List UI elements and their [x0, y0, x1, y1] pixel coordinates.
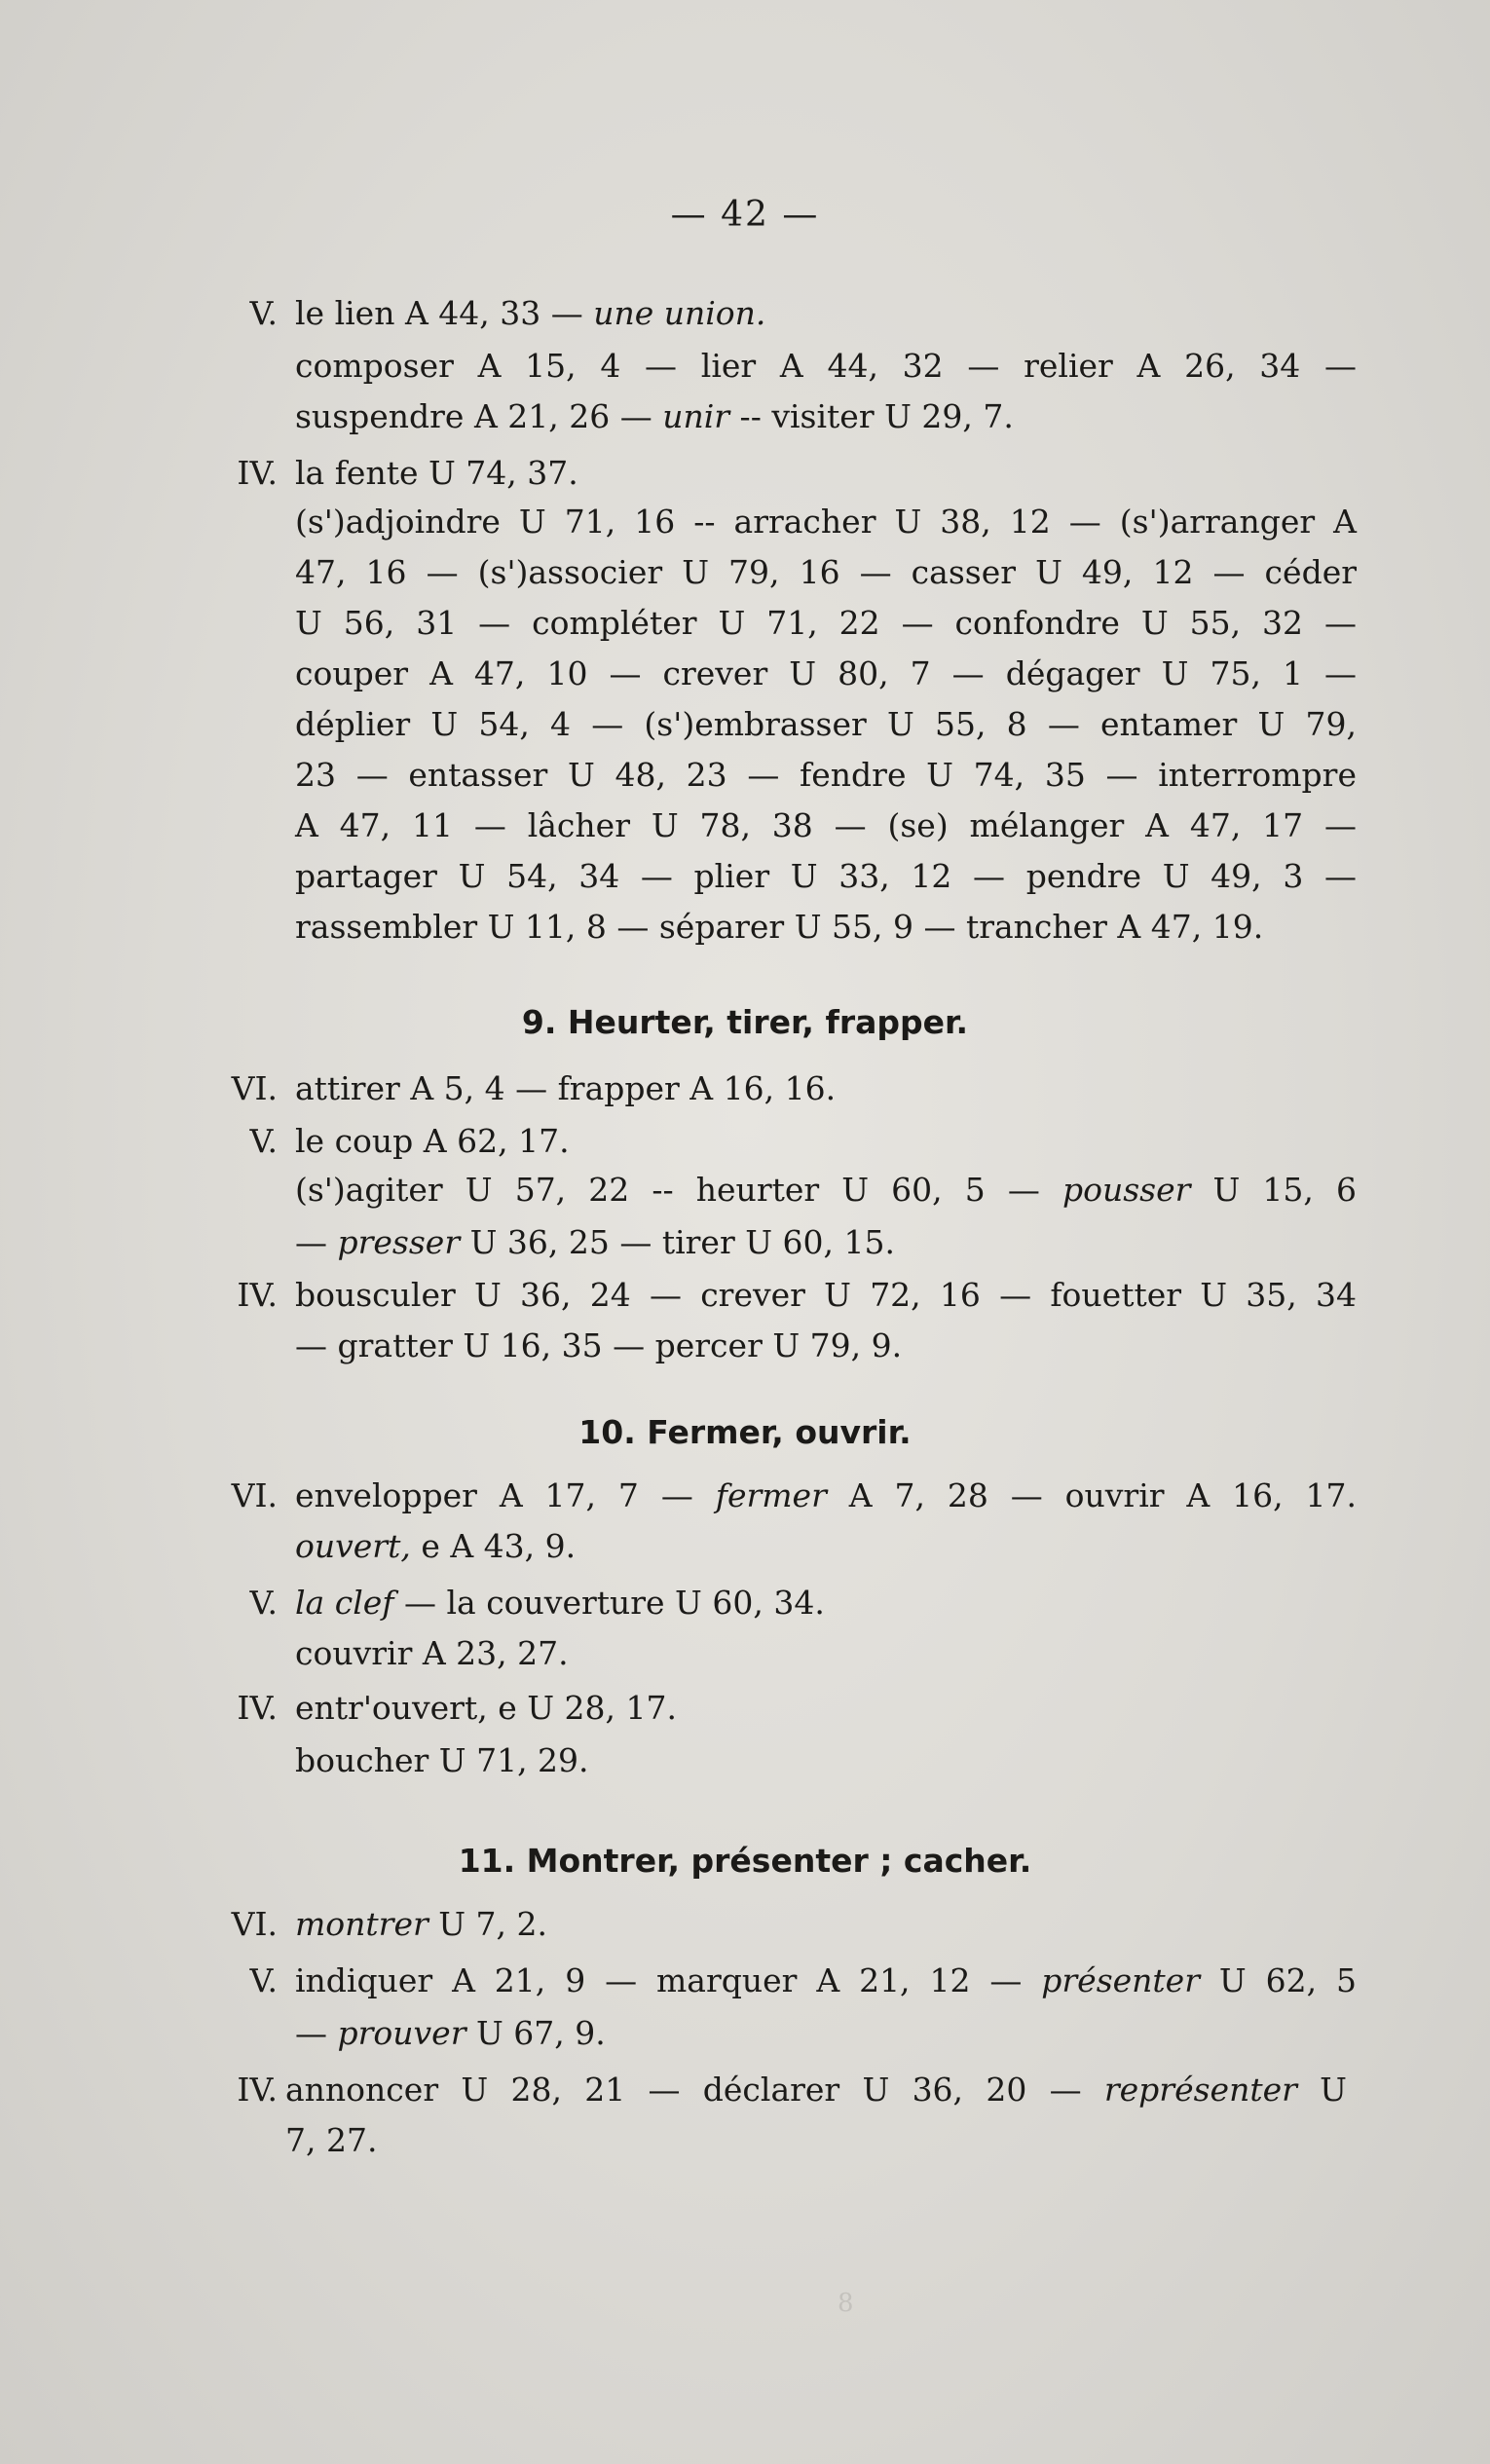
italic-word: présenter [1041, 1961, 1200, 1999]
line-text [295, 750, 1357, 801]
text-run: (s')agiter U 57, 22 -- heurter U 60, 5 — [295, 1171, 1062, 1209]
text-run: (s')adjoindre U 71, 16 -- arracher U 38, 12 — (s')arranger A [295, 503, 1357, 541]
text-run: entr'ouvert, e U 28, 17. [295, 1689, 677, 1727]
line-text [295, 1899, 1357, 1950]
text-line [0, 1736, 1490, 1786]
line-text [295, 497, 1357, 547]
text-line [0, 2008, 1490, 2059]
text-run: la fente U 74, 37. [295, 454, 578, 492]
line-text [295, 1471, 1357, 1521]
italic-word: presser [337, 1223, 461, 1261]
line-text [295, 851, 1357, 902]
text-line [0, 341, 1490, 392]
page-number: — 42 — [670, 195, 820, 235]
line-text [295, 2008, 1357, 2059]
text-line [0, 1471, 1490, 1521]
line-text [295, 902, 1357, 952]
italic-word: pousser [1062, 1171, 1191, 1209]
line-text [295, 1321, 1357, 1371]
italic-word: représenter [1103, 2071, 1297, 2109]
text-run: U 7, 2. [428, 1905, 548, 1943]
line-text [295, 547, 1357, 598]
level-marker: VI. [231, 1905, 278, 1943]
text-line [0, 902, 1490, 952]
text-line [0, 392, 1490, 442]
level-marker: IV. [237, 1689, 278, 1727]
level-marker: V. [249, 1961, 278, 1999]
text-run: couper A 47, 10 — crever U 80, 7 — dégager U 75, 1 — [295, 654, 1357, 692]
text-run: annoncer U 28, 21 — déclarer U 36, 20 — [285, 2071, 1104, 2109]
text-run: déplier U 54, 4 — (s')embrasser U 55, 8 — entamer U 79, [295, 705, 1357, 743]
text-line [0, 1628, 1490, 1679]
text-line [0, 1578, 1490, 1628]
line-text [295, 288, 1357, 339]
italic-word: montrer [295, 1905, 428, 1943]
line-text [295, 1736, 1357, 1786]
text-run: e A 43, 9. [410, 1527, 577, 1565]
text-line [0, 649, 1490, 699]
text-run: -- visiter U 29, 7. [729, 397, 1014, 435]
text-line [0, 1321, 1490, 1371]
line-text [295, 1165, 1357, 1215]
text-line [0, 750, 1490, 801]
line-text [295, 1578, 1357, 1628]
italic-word: prouver [337, 2014, 466, 2052]
level-marker: IV. [237, 2071, 278, 2109]
italic-word: ouvert, [295, 1527, 411, 1565]
line-text [295, 649, 1357, 699]
text-run: boucher U 71, 29. [295, 1741, 589, 1779]
line-text [295, 1217, 1357, 1268]
text-line [0, 288, 1490, 339]
text-line [0, 1064, 1490, 1114]
text-line [0, 1165, 1490, 1215]
line-text [295, 801, 1357, 851]
line-text [295, 1683, 1357, 1734]
text-line [0, 801, 1490, 851]
text-run: envelopper A 17, 7 — [295, 1476, 716, 1514]
text-line [0, 598, 1490, 649]
text-line [0, 448, 1490, 499]
text-run: U [1296, 2071, 1347, 2109]
level-marker: IV. [237, 454, 278, 492]
text-run: indiquer A 21, 9 — marquer A 21, 12 — [295, 1961, 1042, 1999]
italic-word: la clef [295, 1584, 394, 1622]
text-run: rassembler U 11, 8 — séparer U 55, 9 — trancher A 47, 19. [295, 908, 1264, 946]
text-line [0, 497, 1490, 547]
text-line [0, 1116, 1490, 1167]
line-text [295, 1116, 1357, 1167]
line-text [295, 1270, 1357, 1321]
text-line [0, 2065, 1490, 2115]
line-text [295, 341, 1357, 392]
text-run: 7, 27. [285, 2121, 378, 2159]
text-run: attirer A 5, 4 — frapper A 16, 16. [295, 1069, 837, 1107]
italic-word: unir [662, 397, 730, 435]
text-run: U 67, 9. [466, 2014, 606, 2052]
text-run: — [295, 1223, 338, 1261]
line-text [295, 392, 1357, 442]
text-run: U 56, 31 — compléter U 71, 22 — confondre U 55, 32 — [295, 604, 1357, 642]
text-run: A 47, 11 — lâcher U 78, 38 — (se) mélanger A 47, 17 — [295, 806, 1357, 844]
text-line [0, 851, 1490, 902]
line-text [295, 699, 1357, 750]
section-heading: 10. Fermer, ouvrir. [578, 1413, 912, 1451]
text-run: — gratter U 16, 35 — percer U 79, 9. [295, 1326, 903, 1364]
italic-word: une union. [593, 294, 766, 332]
line-text [295, 1628, 1357, 1679]
level-marker: VI. [231, 1476, 278, 1514]
text-line [0, 1270, 1490, 1321]
italic-word: fermer [715, 1476, 827, 1514]
text-run: bousculer U 36, 24 — crever U 72, 16 — fouetter U 35, 34 [295, 1276, 1357, 1314]
level-marker: V. [249, 1122, 278, 1160]
text-run: le coup A 62, 17. [295, 1122, 570, 1160]
level-marker: IV. [237, 1276, 278, 1314]
bleed-through-mark: 8 [838, 2289, 854, 2318]
section-heading: 9. Heurter, tirer, frapper. [521, 1003, 969, 1041]
text-run: partager U 54, 34 — plier U 33, 12 — pendre U 49, 3 — [295, 857, 1357, 895]
text-line [0, 547, 1490, 598]
line-text [285, 2065, 1347, 2115]
text-run: U 36, 25 — tirer U 60, 15. [460, 1223, 895, 1261]
text-line [0, 1521, 1490, 1572]
line-text [295, 1956, 1357, 2006]
text-run: suspendre A 21, 26 — [295, 397, 663, 435]
text-line [0, 699, 1490, 750]
line-text [285, 2115, 1347, 2166]
level-marker: VI. [231, 1069, 278, 1107]
text-line [0, 2115, 1490, 2166]
line-text [295, 598, 1357, 649]
line-text [295, 1521, 1357, 1572]
line-text [295, 448, 1357, 499]
text-line [0, 1899, 1490, 1950]
text-run: A 7, 28 — ouvrir A 16, 17. [826, 1476, 1358, 1514]
text-line [0, 1217, 1490, 1268]
text-run: — [295, 2014, 338, 2052]
text-run: U 15, 6 [1190, 1171, 1357, 1209]
text-run: — la couverture U 60, 34. [393, 1584, 825, 1622]
text-line [0, 1956, 1490, 2006]
text-run: 23 — entasser U 48, 23 — fendre U 74, 35 — interrompre [295, 756, 1357, 794]
text-run: 47, 16 — (s')associer U 79, 16 — casser U 49, 12 — céder [295, 553, 1357, 591]
text-run: le lien A 44, 33 — [295, 294, 594, 332]
text-line [0, 1683, 1490, 1734]
text-run: couvrir A 23, 27. [295, 1634, 569, 1672]
level-marker: V. [249, 1584, 278, 1622]
line-text [295, 1064, 1357, 1114]
text-run: U 62, 5 [1199, 1961, 1357, 1999]
text-run: composer A 15, 4 — lier A 44, 32 — relier A 26, 34 — [295, 347, 1357, 385]
level-marker: V. [249, 294, 278, 332]
section-heading: 11. Montrer, présenter ; cacher. [458, 1842, 1032, 1880]
